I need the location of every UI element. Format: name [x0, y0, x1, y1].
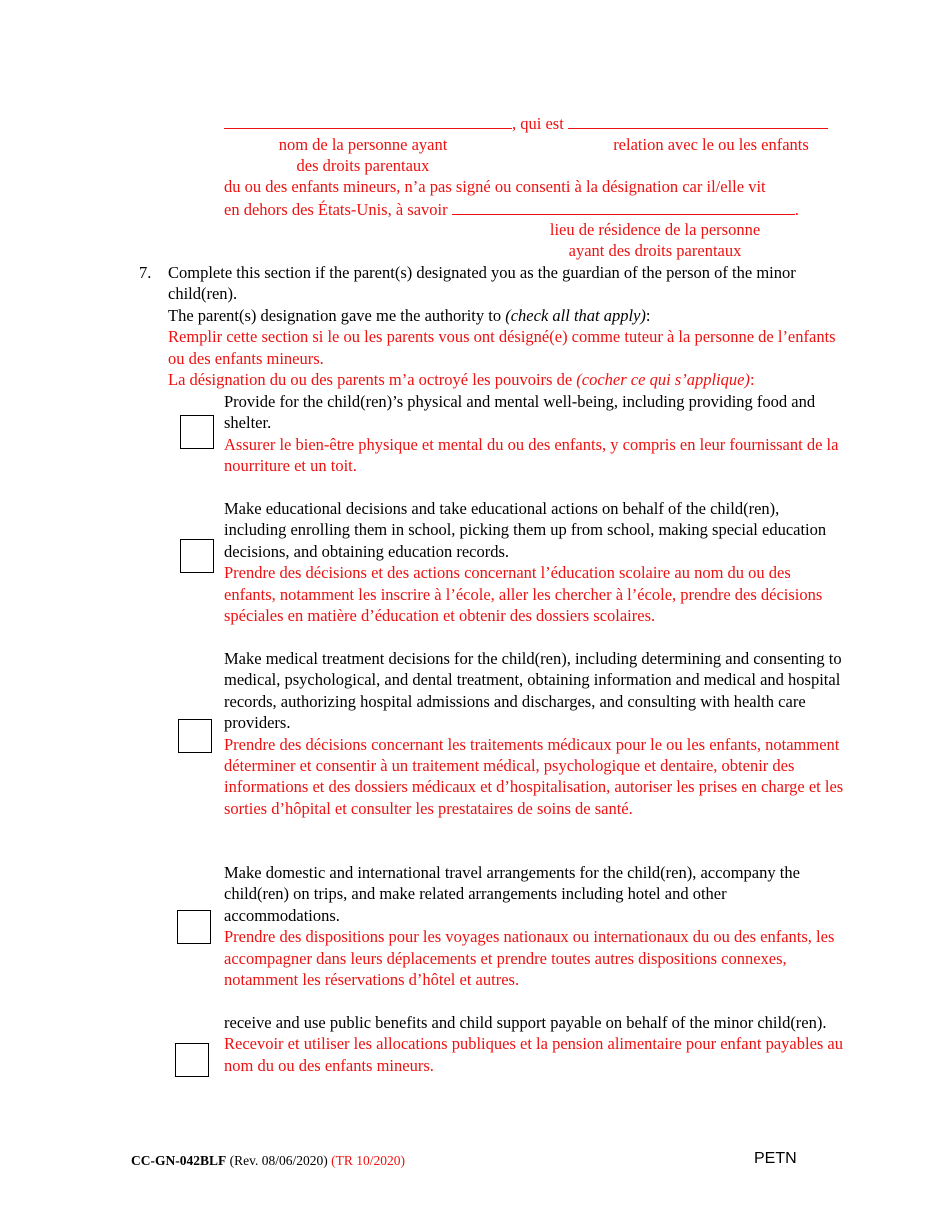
option-public-benefits: receive and use public benefits and child support payable on behalf of the minor child(ren). Recevoir et utiliser les allocations publiques et la pension alimentaire pour enfant payables au nom du ou des enfants mineurs.	[224, 1013, 844, 1075]
relation-line-1	[224, 112, 828, 134]
residence-field[interactable]	[452, 198, 795, 215]
checkbox-public-benefits[interactable]	[175, 1043, 209, 1077]
caption-residence: lieu de résidence de la personne ayant des droits parentaux	[549, 220, 761, 261]
caption-relation: relation avec le ou les enfants	[613, 135, 809, 154]
section-7-fr-authority: La désignation du ou des parents m’a octroyé les pouvoirs de (cocher ce qui s’applique):	[168, 370, 755, 390]
section-7-en-authority: The parent(s) designation gave me the authority to (check all that apply):	[168, 305, 651, 325]
relation-line-2: du ou des enfants mineurs, n’a pas signé ou consenti à la désignation car il/elle vit	[224, 177, 766, 196]
caption-parent-name: nom de la personne ayant des droits parentaux	[278, 135, 448, 176]
qui-est-text: , qui est	[512, 114, 564, 133]
section-7-intro	[168, 262, 848, 390]
option-travel-arrangements: Make domestic and international travel arrangements for the child(ren), accompany the child(ren) on trips, and make related arrangements including hotel and other accommodations. Prendre des dispositions pour les voyages nationaux ou internationaux du ou des enfants, les accompagner dans leurs déplacements et prendre toutes autres dispositions connexes, notamment les réservations d’hôtel et autres.	[224, 863, 835, 990]
section-7-en-instructions: Complete this section if the parent(s) designated you as the guardian of the person of the minor child(ren).	[168, 263, 796, 304]
option-educational-decisions: Make educational decisions and take educational actions on behalf of the child(ren), including enrolling them in school, picking them up from school, making special education decisions, and obtaining education records. Prendre des décisions et des actions concernant l’éducation scolaire au nom du ou des enfants, notamment les inscrire à l’école, aller les chercher à l’école, prendre des décisions spéciales en matière d’éducation et obtenir des dossiers scolaires.	[224, 499, 827, 626]
option-medical-decisions: Make medical treatment decisions for the child(ren), including determining and consenting to medical, psychological, and dental treatment, obtaining information and medical and hospital records, authorizing hospital admissions and discharges, and consulting with health care providers. Prendre des décisions concernant les traitements médicaux pour le ou les enfants, notamment déterminer et consentir à un traitement médical, psychologique et dentaire, obtenir des informations et des dossiers médicaux et d’hospitalisation, autoriser les prises en charge et les sorties d’hôpital et consulter les prestataires de soins de santé.	[224, 649, 844, 818]
footer-form-id	[131, 1153, 405, 1169]
form-translation: (TR 10/2020)	[331, 1153, 405, 1168]
section-7-fr-instructions: Remplir cette section si le ou les parents vous ont désigné(e) comme tuteur à la personne de l’enfants ou des enfants mineurs.	[168, 327, 836, 368]
option-physical-wellbeing: Provide for the child(ren)’s physical and mental well-being, including providing food and shelter. Assurer le bien-être physique et mental du ou des enfants, y compris en leur fournissant de la nourriture et un toit.	[224, 392, 839, 476]
checkbox-educational-decisions[interactable]	[180, 539, 214, 573]
form-type: PETN	[754, 1150, 797, 1167]
form-revision: (Rev. 08/06/2020)	[229, 1153, 328, 1168]
checkbox-medical-decisions[interactable]	[178, 719, 212, 753]
parent-name-field[interactable]	[224, 112, 512, 129]
checkbox-physical-wellbeing[interactable]	[180, 415, 214, 449]
relation-field[interactable]	[568, 112, 828, 129]
section-7-number: 7.	[139, 263, 152, 282]
checkbox-travel-arrangements[interactable]	[177, 910, 211, 944]
relation-line-3: en dehors des États-Unis, à savoir .	[224, 200, 799, 219]
form-code: CC-GN-042BLF	[131, 1153, 227, 1168]
